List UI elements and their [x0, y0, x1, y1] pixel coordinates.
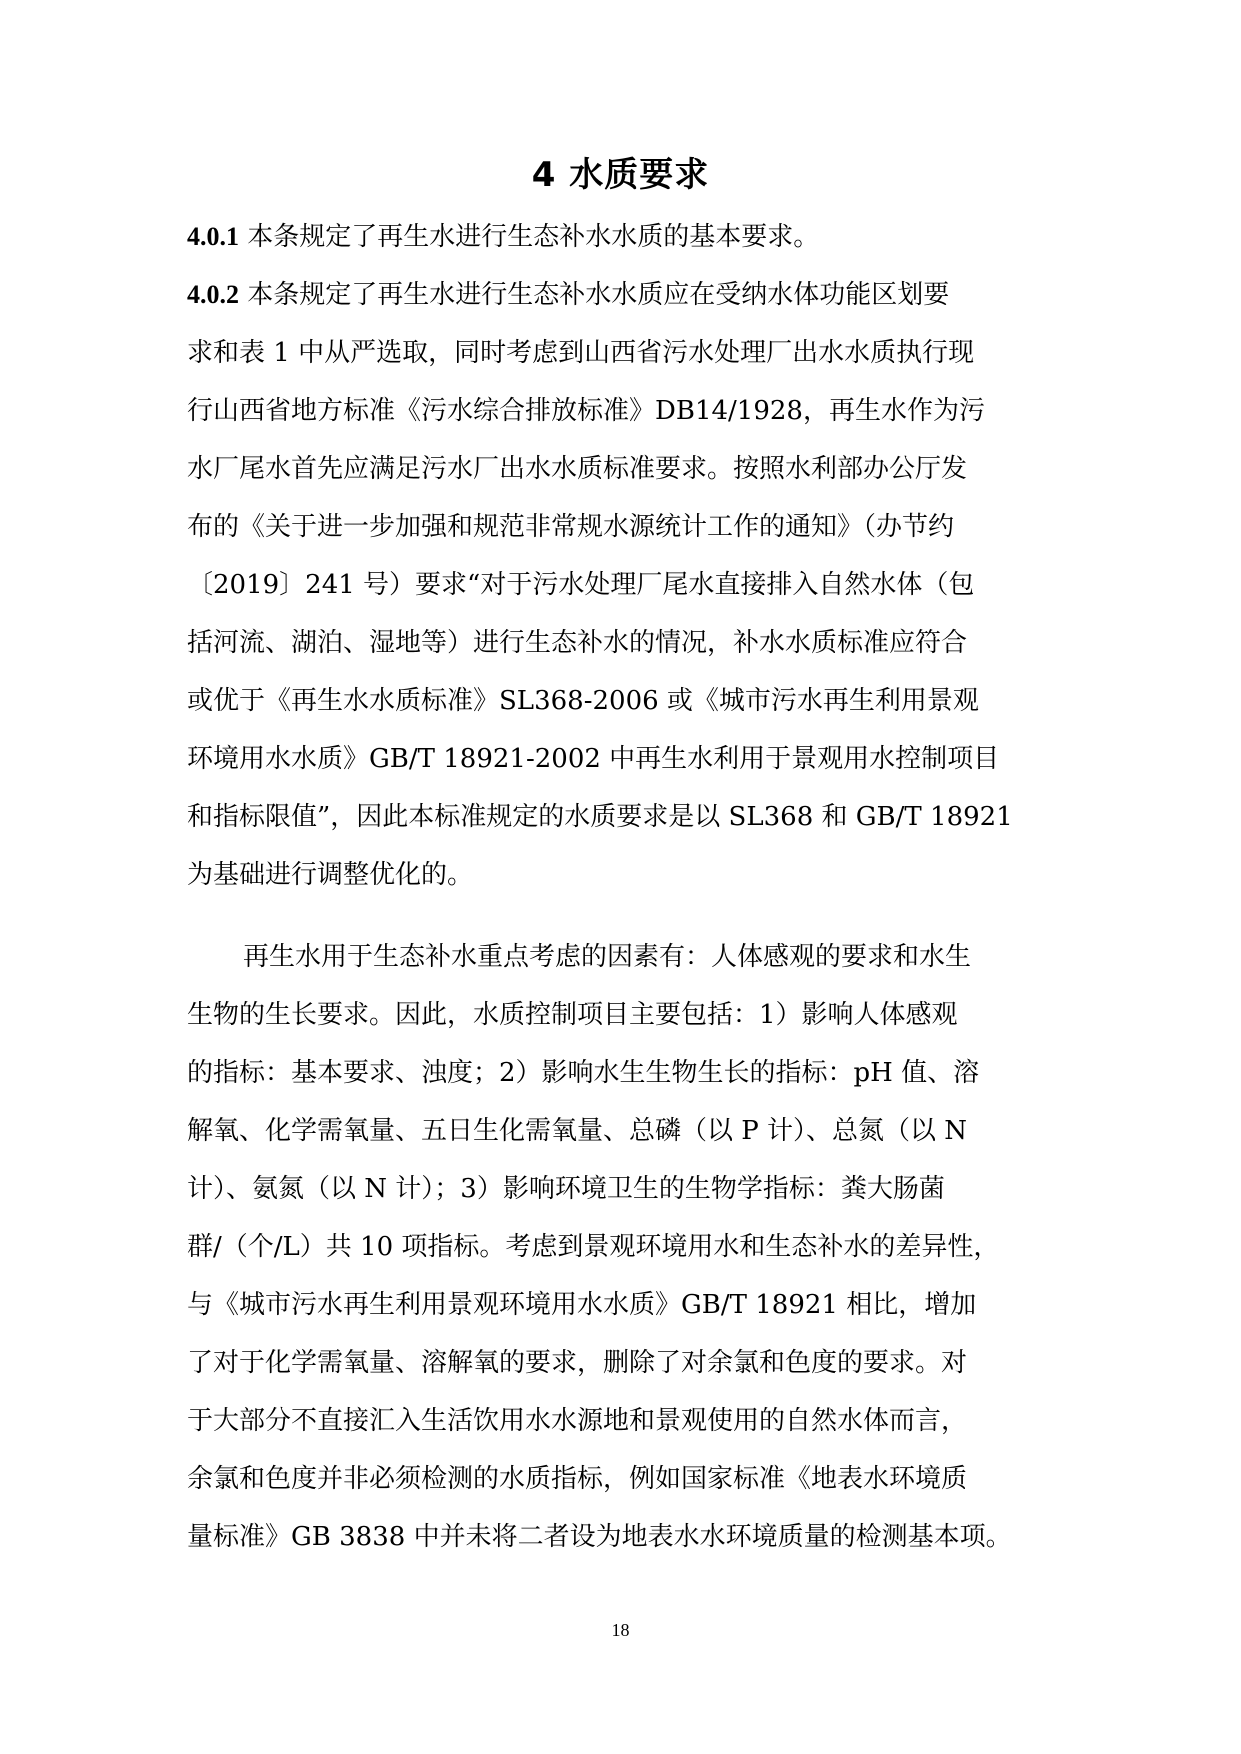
paragraph-line: 的指标：基本要求、浊度；2）影响水生生物生长的指标：pH 值、溶: [187, 1058, 980, 1088]
paragraph-line: 群/（个/L）共 10 项指标。考虑到景观环境用水和生态补水的差异性，: [187, 1232, 1000, 1262]
section-line: [187, 208, 1067, 266]
section-line: 〔2019〕241 号）要求“对于污水处理厂尾水直接排入自然水体（包: [187, 570, 975, 600]
section-text: 本条规定了再生水进行生态补水水质应在受纳水体功能区划要: [239, 280, 950, 310]
section-line: 括河流、湖泊、湿地等）进行生态补水的情况，补水水质标准应符合: [187, 628, 968, 658]
section-number: 4.0.2: [187, 280, 239, 309]
section-line: 和指标限值”，因此本标准规定的水质要求是以 SL368 和 GB/T 18921: [187, 802, 1013, 832]
paragraph-line: 生物的生长要求。因此，水质控制项目主要包括：1）影响人体感观: [187, 1000, 958, 1030]
paragraph-line: 量标准》GB 3838 中并未将二者设为地表水水环境质量的检测基本项。: [187, 1522, 1012, 1552]
section-4-0-1: [187, 208, 1067, 266]
paragraph-line: 解氧、化学需氧量、五日生化需氧量、总磷（以 P 计）、总氮（以 N: [187, 1116, 968, 1146]
section-line: 水厂尾水首先应满足污水厂出水水质标准要求。按照水利部办公厅发: [187, 454, 968, 484]
section-line: 布的《关于进一步加强和规范非常规水源统计工作的通知》（办节约: [187, 512, 955, 542]
section-line: 或优于《再生水水质标准》SL368-2006 或《城市污水再生利用景观: [187, 686, 979, 716]
paragraph-line: 于大部分不直接汇入生活饮用水水源地和景观使用的自然水体而言，: [187, 1406, 968, 1436]
page-number: 18: [611, 1620, 630, 1640]
section-number: 4.0.1: [187, 222, 239, 251]
paragraph-line: 余氯和色度并非必须检测的水质指标，例如国家标准《地表水环境质: [187, 1464, 968, 1494]
section-line: 环境用水水质》GB/T 18921-2002 中再生水利用于景观用水控制项目: [187, 744, 1000, 774]
section-line: 求和表 1 中从严选取，同时考虑到山西省污水处理厂出水水质执行现: [187, 338, 975, 368]
paragraph-line: 与《城市污水再生利用景观环境用水水质》GB/T 18921 相比，增加: [187, 1290, 977, 1320]
section-4-0-2: [187, 266, 1067, 904]
paragraph-line: 计）、氨氮（以 N 计）；3）影响环境卫生的生物学指标：粪大肠菌: [187, 1174, 945, 1204]
paragraph-line: 再生水用于生态补水重点考虑的因素有：人体感观的要求和水生: [243, 942, 972, 972]
section-line: 行山西省地方标准《污水综合排放标准》DB14/1928，再生水作为污: [187, 396, 985, 426]
section-line: 为基础进行调整优化的。: [187, 860, 474, 890]
body-paragraph: [187, 928, 1067, 1566]
chapter-heading: 4 水质要求: [531, 155, 710, 195]
section-text: 本条规定了再生水进行生态补水水质的基本要求。: [239, 222, 820, 252]
section-line: [187, 266, 1067, 324]
paragraph-line: 了对于化学需氧量、溶解氧的要求，删除了对余氯和色度的要求。对: [187, 1348, 968, 1378]
